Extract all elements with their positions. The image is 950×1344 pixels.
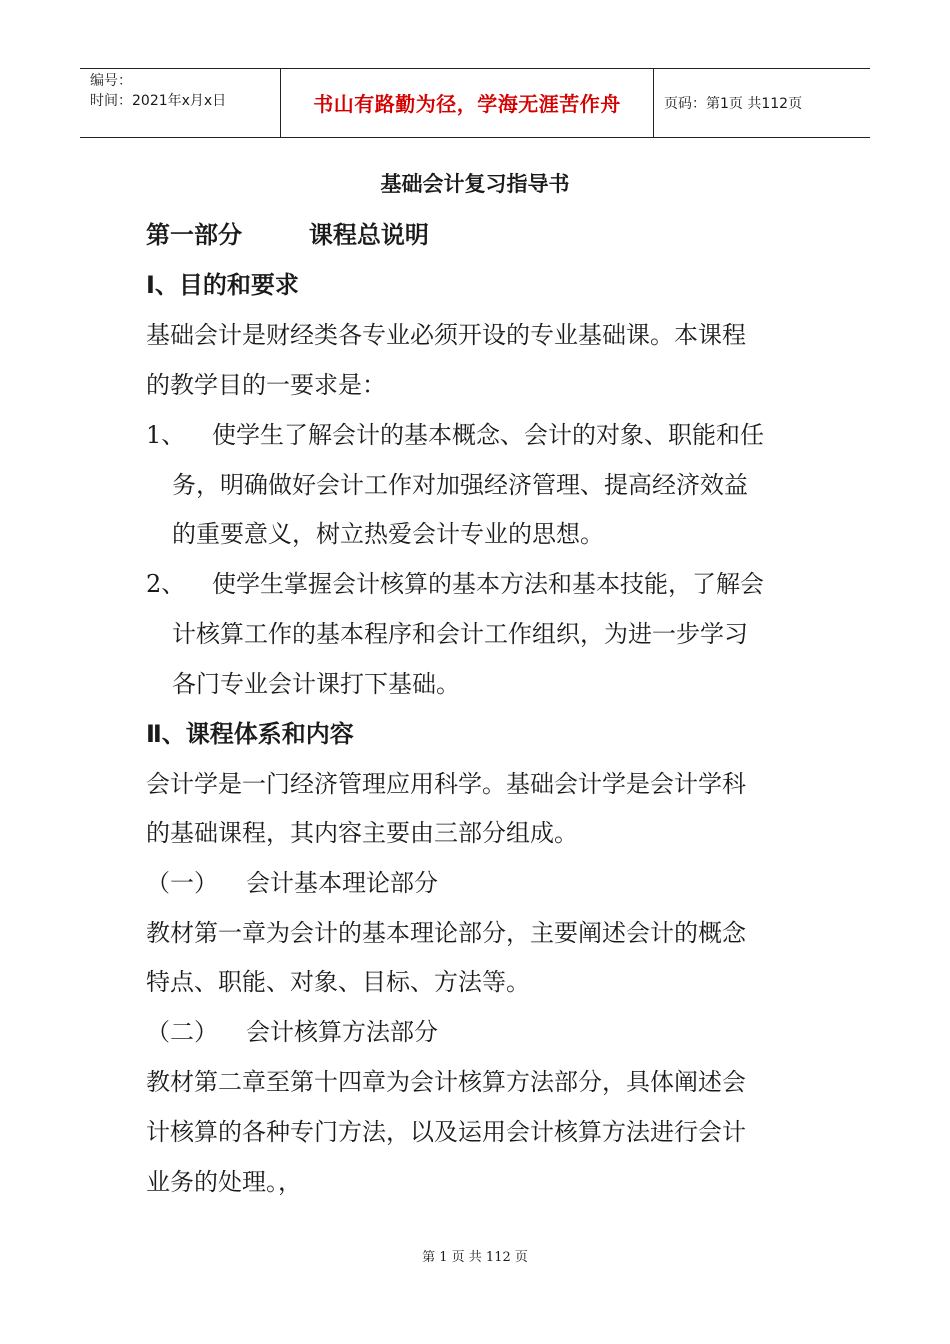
paragraph-line: 的基础课程，其内容主要由三部分组成。 [146,819,578,847]
page-header [80,68,870,138]
paragraph-line: 的教学目的一要求是： [146,371,386,399]
list-item-line: 使学生掌握会计核算的基本方法和基本技能，了解会 [212,570,764,598]
section-heading-1: Ⅰ、目的和要求 [146,271,299,299]
list-item-number: 1、 [146,421,186,449]
paragraph-line: 计核算的各种专门方法，以及运用会计核算方法进行会计 [146,1118,746,1146]
page-footer: 第 1 页 共 112 页 [422,1250,528,1265]
header-meta-cell [80,69,281,137]
paragraph-line: 会计学是一门经济管理应用科学。基础会计学是会计学科 [146,770,746,798]
part-heading: 第一部分 课程总说明 [146,221,429,249]
paragraph-line: 业务的处理。， [146,1168,302,1196]
document-title: 基础会计复习指导书 [380,172,570,196]
paragraph-line: 特点、职能、对象、目标、方法等。 [146,968,530,996]
list-item-number: 2、 [146,570,186,598]
subsection-title: 会计核算方法部分 [246,1018,438,1046]
paragraph-line: 教材第二章至第十四章为会计核算方法部分，具体阐述会 [146,1068,746,1096]
header-page-cell [654,69,870,137]
list-item-line: 计核算工作的基本程序和会计工作组织，为进一步学习 [172,620,748,648]
motto-text: 书山有路勤为径，学海无涯苦作舟 [313,91,621,116]
subsection-title: 会计基本理论部分 [246,869,438,897]
paragraph-line: 教材第一章为会计的基本理论部分，主要阐述会计的概念 [146,919,746,947]
page-info: 页码：第1页 共112页 [664,96,803,112]
paragraph-line: 基础会计是财经类各专业必须开设的专业基础课。本课程 [146,321,746,349]
document-number-label: 编号： [90,73,132,89]
list-item-line: 使学生了解会计的基本概念、会计的对象、职能和任 [212,421,764,449]
header-motto-cell [281,69,654,137]
list-item-line: 的重要意义，树立热爱会计专业的思想。 [172,520,604,548]
subsection-number: （一） [146,869,218,897]
subsection-number: （二） [146,1018,218,1046]
section-heading-2: Ⅱ、课程体系和内容 [146,720,354,748]
list-item-line: 各门专业会计课打下基础。 [172,670,460,698]
document-time-label: 时间：2021年x月x日 [90,93,227,109]
list-item-line: 务，明确做好会计工作对加强经济管理、提高经济效益 [172,471,748,499]
